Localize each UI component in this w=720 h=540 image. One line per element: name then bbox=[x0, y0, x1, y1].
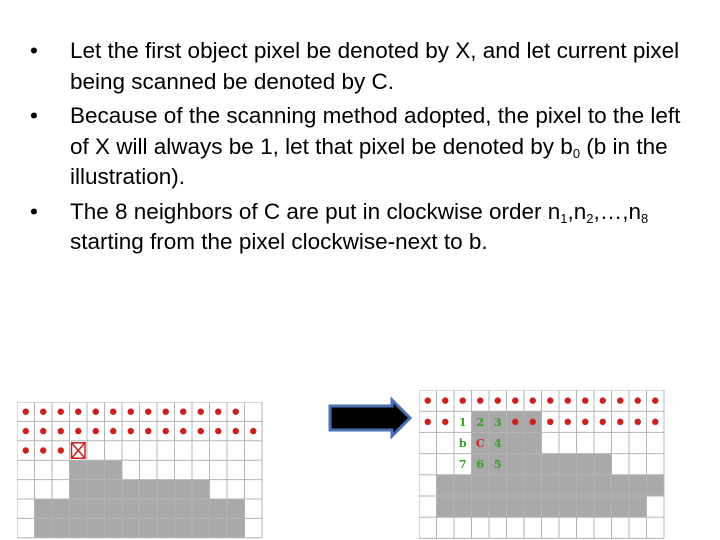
neighbor-label: 7 bbox=[458, 458, 467, 472]
background-dot bbox=[93, 409, 99, 415]
background-dot bbox=[75, 409, 81, 415]
object-pixel bbox=[577, 496, 595, 517]
object-pixel bbox=[175, 499, 193, 518]
background-dot bbox=[58, 409, 64, 415]
background-dot bbox=[617, 397, 623, 403]
object-pixel bbox=[472, 475, 490, 496]
background-dot bbox=[163, 409, 169, 415]
background-dot bbox=[495, 397, 501, 403]
right-grid-svg bbox=[419, 390, 667, 540]
object-pixel bbox=[140, 499, 158, 518]
object-pixel bbox=[524, 432, 542, 453]
background-dot bbox=[58, 447, 64, 453]
object-pixel bbox=[105, 460, 123, 479]
background-dot bbox=[198, 409, 204, 415]
object-pixel bbox=[70, 480, 88, 499]
bullet-item-2 bbox=[30, 101, 700, 193]
background-dot bbox=[512, 397, 518, 403]
object-pixel bbox=[594, 454, 612, 475]
background-dot bbox=[250, 428, 256, 434]
background-dot bbox=[180, 428, 186, 434]
background-dot bbox=[40, 428, 46, 434]
neighbor-label: 5 bbox=[493, 458, 502, 472]
object-pixel bbox=[647, 475, 665, 496]
object-pixel bbox=[175, 518, 193, 537]
background-dot bbox=[635, 397, 641, 403]
neighbor-label: 3 bbox=[493, 415, 502, 429]
left-grid-figure bbox=[17, 402, 263, 540]
object-pixel bbox=[122, 480, 140, 499]
object-pixel bbox=[87, 518, 105, 537]
object-pixel bbox=[105, 518, 123, 537]
bullet-item-1 bbox=[30, 36, 700, 97]
current-pixel-label: C bbox=[475, 437, 485, 450]
object-pixel bbox=[454, 475, 472, 496]
object-pixel bbox=[437, 475, 455, 496]
background-dot bbox=[600, 419, 606, 425]
object-pixel bbox=[70, 518, 88, 537]
object-pixel bbox=[87, 480, 105, 499]
arrow-figure bbox=[318, 396, 414, 445]
arrow-shape bbox=[330, 400, 410, 436]
background-dot bbox=[23, 409, 29, 415]
background-dot bbox=[442, 419, 448, 425]
subscript: 1 bbox=[560, 210, 568, 226]
object-pixel bbox=[105, 499, 123, 518]
object-pixel bbox=[629, 496, 647, 517]
background-dot bbox=[145, 409, 151, 415]
object-pixel bbox=[140, 480, 158, 499]
object-pixel bbox=[192, 518, 210, 537]
object-pixel bbox=[542, 475, 560, 496]
background-dot bbox=[23, 447, 29, 453]
object-pixel bbox=[210, 518, 228, 537]
object-pixel bbox=[157, 518, 175, 537]
object-pixel bbox=[192, 499, 210, 518]
background-dot bbox=[58, 428, 64, 434]
background-dot bbox=[180, 409, 186, 415]
background-dot bbox=[233, 428, 239, 434]
object-pixel bbox=[612, 475, 630, 496]
background-dot bbox=[40, 409, 46, 415]
neighbor-label: 1 bbox=[458, 415, 467, 429]
background-dot bbox=[128, 428, 134, 434]
object-pixel bbox=[437, 496, 455, 517]
object-pixel bbox=[594, 496, 612, 517]
background-dot bbox=[582, 397, 588, 403]
object-pixel bbox=[454, 496, 472, 517]
object-pixel bbox=[175, 480, 193, 499]
background-dot bbox=[110, 428, 116, 434]
object-pixel bbox=[70, 499, 88, 518]
background-dot bbox=[477, 397, 483, 403]
background-dot bbox=[530, 419, 536, 425]
background-dot bbox=[128, 409, 134, 415]
background-dot bbox=[547, 397, 553, 403]
object-pixel bbox=[577, 454, 595, 475]
bullet-symbol: • bbox=[30, 38, 38, 63]
background-dot bbox=[23, 428, 29, 434]
object-pixel bbox=[507, 496, 525, 517]
object-pixel bbox=[629, 475, 647, 496]
bullet-text: Let the first object pixel be denoted by X, and let current pixel being scanned be denoted by C. bbox=[70, 38, 680, 94]
object-pixel bbox=[559, 454, 577, 475]
bullet-text: starting from the pixel clockwise-next to b. bbox=[70, 229, 488, 254]
bullet-item-3 bbox=[30, 197, 700, 258]
object-pixel bbox=[227, 518, 245, 537]
object-pixel bbox=[612, 496, 630, 517]
bullet-text: ,n bbox=[567, 198, 587, 224]
background-dot bbox=[40, 447, 46, 453]
background-dot bbox=[652, 397, 658, 403]
object-pixel bbox=[489, 496, 507, 517]
neighbor-label: 6 bbox=[476, 458, 485, 472]
bullet-list bbox=[30, 36, 700, 262]
object-pixel bbox=[524, 475, 542, 496]
object-pixel bbox=[559, 496, 577, 517]
subscript: 8 bbox=[641, 210, 649, 226]
object-pixel bbox=[140, 518, 158, 537]
background-dot bbox=[565, 397, 571, 403]
object-pixel bbox=[559, 475, 577, 496]
bullet-symbol: • bbox=[30, 103, 38, 128]
object-pixel bbox=[52, 518, 70, 537]
background-dot bbox=[93, 428, 99, 434]
object-pixel bbox=[122, 518, 140, 537]
background-dot bbox=[460, 397, 466, 403]
object-pixel bbox=[227, 499, 245, 518]
background-dot bbox=[215, 428, 221, 434]
background-dot bbox=[75, 428, 81, 434]
neighbor-label: 2 bbox=[476, 415, 485, 429]
object-pixel bbox=[507, 432, 525, 453]
background-dot bbox=[582, 419, 588, 425]
background-dot bbox=[163, 428, 169, 434]
object-pixel bbox=[192, 480, 210, 499]
object-pixel bbox=[542, 496, 560, 517]
object-pixel bbox=[35, 499, 53, 518]
background-dot bbox=[145, 428, 151, 434]
object-pixel bbox=[507, 454, 525, 475]
object-pixel bbox=[489, 475, 507, 496]
object-pixel bbox=[210, 499, 228, 518]
background-dot bbox=[617, 419, 623, 425]
background-dot bbox=[565, 419, 571, 425]
background-dot bbox=[530, 397, 536, 403]
object-pixel bbox=[524, 496, 542, 517]
right-arrow-icon bbox=[318, 396, 414, 440]
left-grid-svg bbox=[17, 402, 263, 540]
object-pixel bbox=[105, 480, 123, 499]
background-dot bbox=[600, 397, 606, 403]
background-dot bbox=[635, 419, 641, 425]
background-dot bbox=[425, 397, 431, 403]
bullet-symbol: • bbox=[30, 198, 38, 224]
background-dot bbox=[198, 428, 204, 434]
object-pixel bbox=[122, 499, 140, 518]
background-dot bbox=[512, 419, 518, 425]
object-pixel bbox=[87, 460, 105, 479]
object-pixel bbox=[594, 475, 612, 496]
background-dot bbox=[425, 419, 431, 425]
object-pixel bbox=[87, 499, 105, 518]
subscript: 2 bbox=[586, 210, 594, 226]
object-pixel bbox=[35, 518, 53, 537]
object-pixel bbox=[157, 499, 175, 518]
object-pixel bbox=[70, 460, 88, 479]
background-dot bbox=[547, 419, 553, 425]
bullet-text: The 8 neighbors of C are put in clockwise order n bbox=[70, 198, 561, 224]
bullet-text: (b in the illustration). bbox=[70, 133, 668, 189]
subscript: 0 bbox=[572, 145, 581, 161]
background-dot bbox=[110, 409, 116, 415]
b-pixel-label: b bbox=[458, 437, 467, 450]
background-dot bbox=[442, 397, 448, 403]
object-pixel bbox=[52, 499, 70, 518]
object-pixel bbox=[542, 454, 560, 475]
background-dot bbox=[233, 409, 239, 415]
object-pixel bbox=[524, 454, 542, 475]
background-dot bbox=[215, 409, 221, 415]
background-dot bbox=[652, 419, 658, 425]
neighbor-label: 4 bbox=[493, 437, 502, 450]
object-pixel bbox=[507, 475, 525, 496]
bullet-text: Because of the scanning method adopted, the pixel to the left of X will always be 1, let that pixel be denoted by b bbox=[70, 103, 681, 159]
object-pixel bbox=[157, 480, 175, 499]
bullet-text: ,…,n bbox=[593, 198, 642, 224]
object-pixel bbox=[472, 496, 490, 517]
object-pixel bbox=[577, 475, 595, 496]
right-grid-figure bbox=[419, 390, 667, 540]
